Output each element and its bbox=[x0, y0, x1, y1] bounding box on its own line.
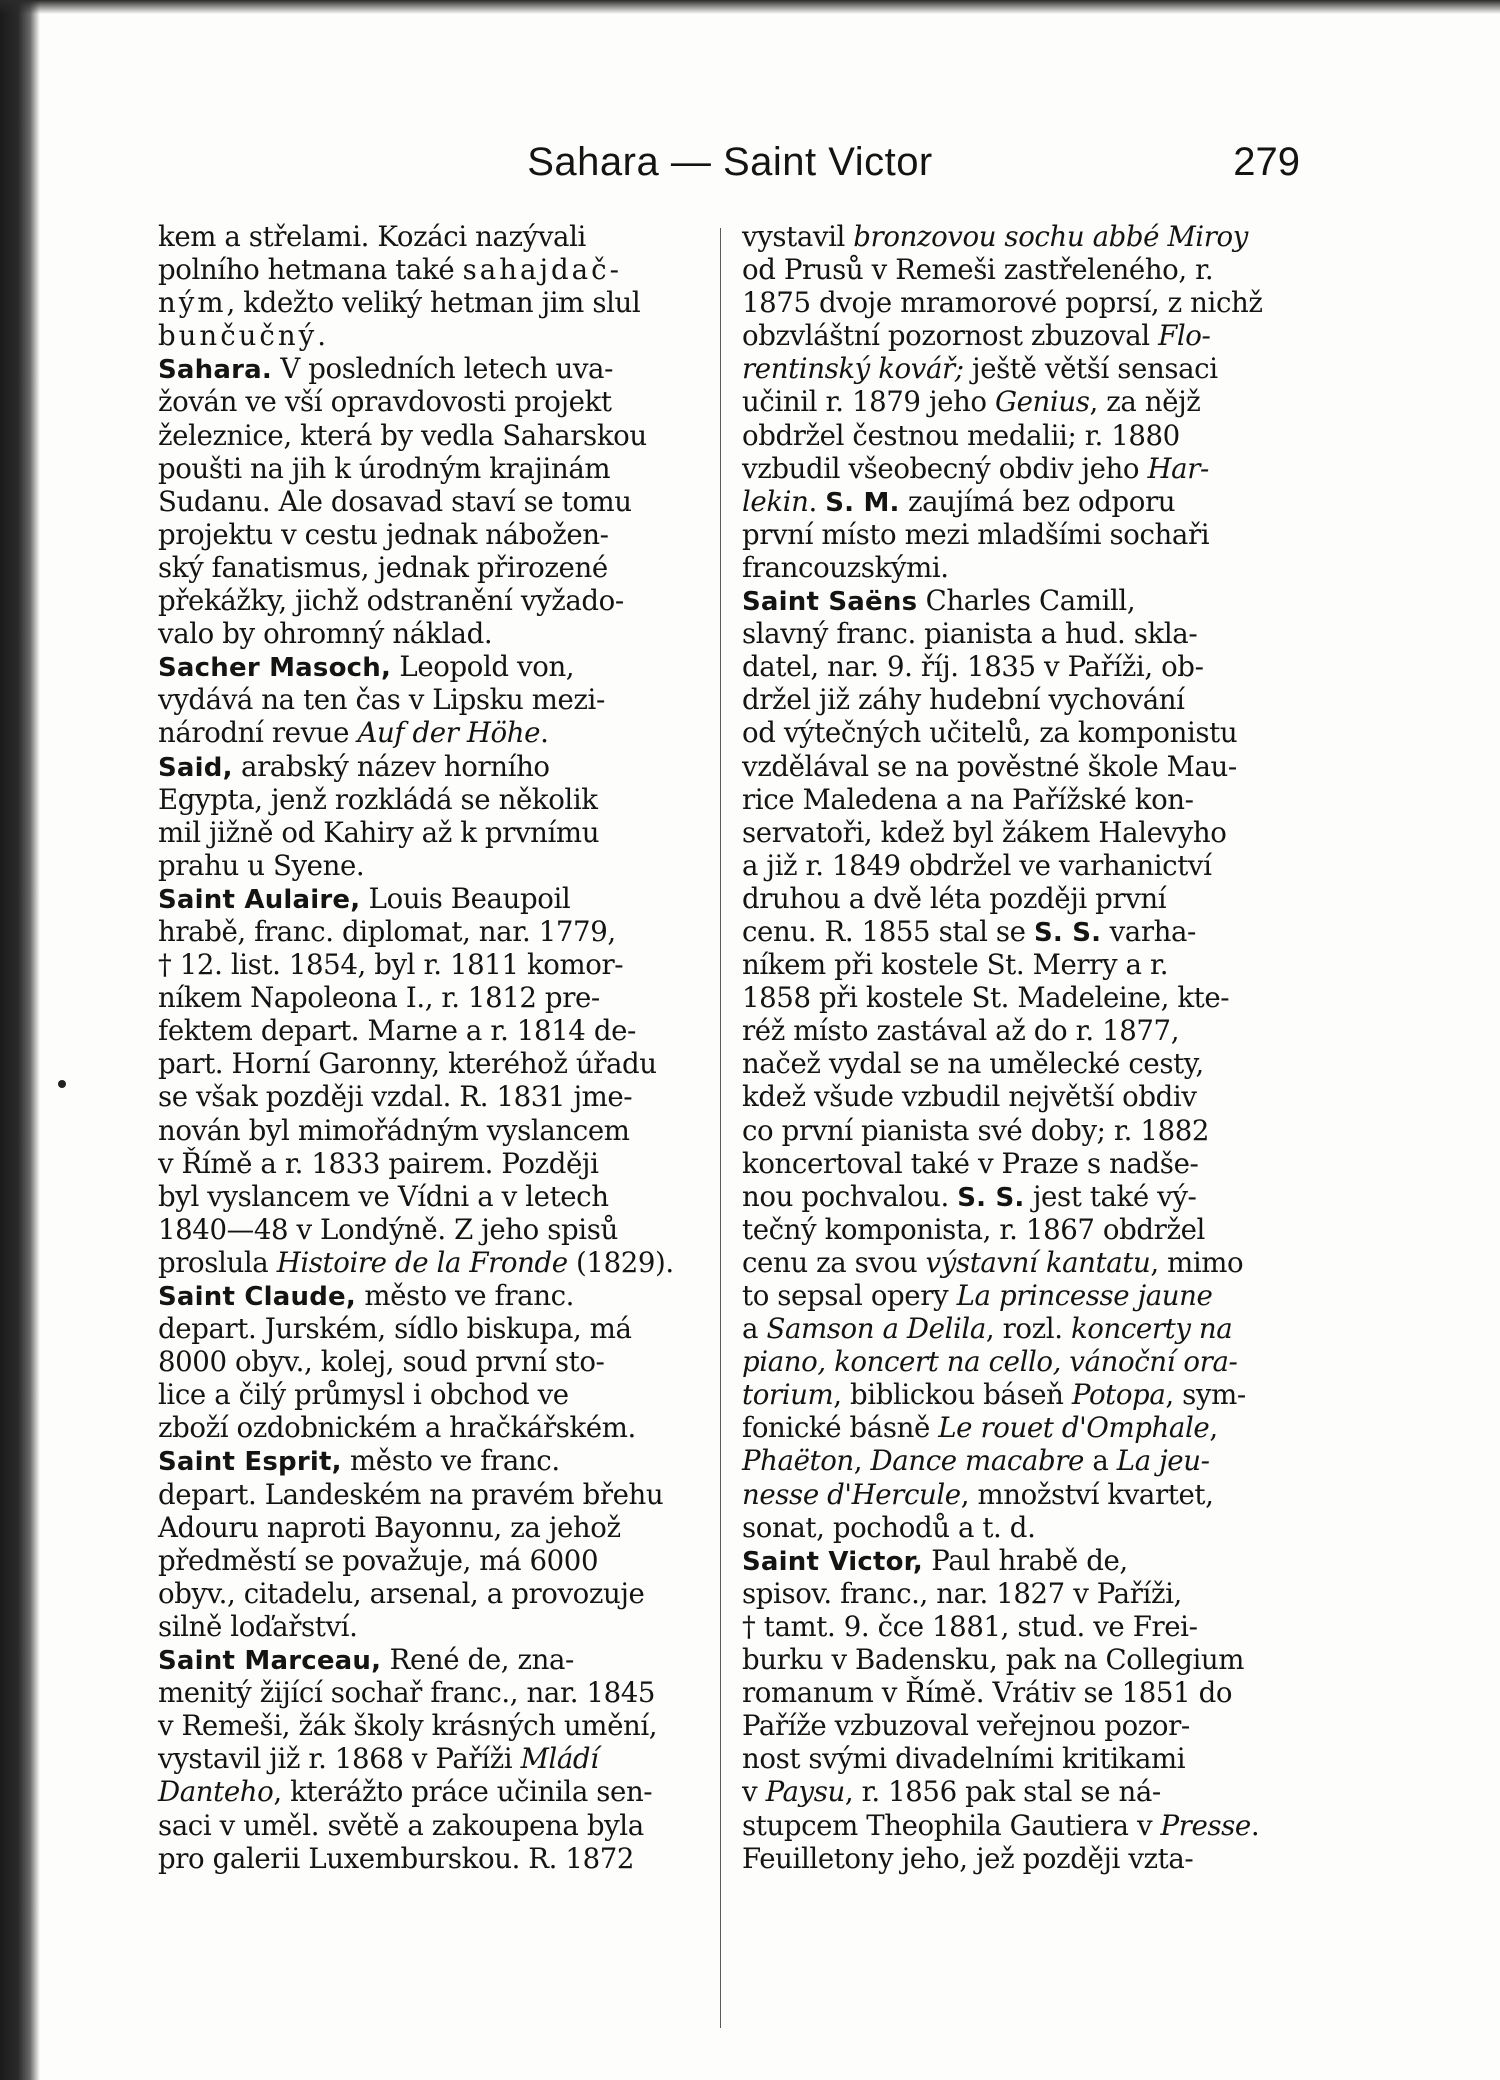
text-run: tečný komponista, r. 1867 obdržel bbox=[742, 1212, 1205, 1246]
entry-headword: Saint Saëns bbox=[742, 587, 918, 618]
text-run: překážky, jichž odstranění vyžado- bbox=[158, 584, 624, 618]
text-line bbox=[158, 319, 714, 352]
text-line bbox=[158, 783, 714, 816]
text-run: cenu za svou bbox=[742, 1245, 926, 1279]
text-line bbox=[742, 683, 1298, 716]
text-run: v Remeši, žák školy krásných umění, bbox=[158, 1709, 658, 1743]
text-line bbox=[158, 1610, 714, 1643]
text-line bbox=[742, 1511, 1298, 1544]
text-line bbox=[158, 915, 714, 948]
text-run: , množství kvartet, bbox=[960, 1477, 1214, 1511]
text-run: slavný franc. pianista a hud. skla- bbox=[742, 617, 1198, 651]
italic-title: Flo- bbox=[1158, 319, 1211, 353]
text-line bbox=[742, 1809, 1298, 1842]
text-run: 1840—48 v Londýně. Z jeho spisů bbox=[158, 1212, 618, 1246]
text-line bbox=[742, 1213, 1298, 1246]
text-run: , biblickou báseň bbox=[833, 1378, 1072, 1412]
text-line bbox=[158, 981, 714, 1014]
text-line bbox=[158, 352, 714, 385]
text-line bbox=[742, 1411, 1298, 1444]
text-run: to sepsal opery bbox=[742, 1279, 957, 1312]
text-line bbox=[742, 981, 1298, 1014]
text-line bbox=[742, 452, 1298, 485]
text-run: vzbudil všeobecný obdiv jeho bbox=[742, 451, 1148, 485]
italic-title: Danteho bbox=[158, 1775, 274, 1809]
text-line bbox=[742, 1842, 1298, 1875]
column-divider bbox=[720, 228, 721, 2028]
text-line bbox=[742, 617, 1298, 650]
text-line bbox=[742, 750, 1298, 783]
text-line bbox=[158, 1709, 714, 1742]
text-run: kem a střelami. Kozáci nazývali bbox=[158, 220, 586, 253]
italic-title: Histoire de la Fronde bbox=[276, 1245, 568, 1279]
text-run: sonat, pochodů a t. d. bbox=[742, 1510, 1036, 1544]
text-run: , mimo bbox=[1150, 1245, 1244, 1279]
text-line bbox=[742, 1444, 1298, 1477]
text-run: v bbox=[742, 1775, 766, 1809]
text-line bbox=[158, 849, 714, 882]
text-line bbox=[742, 584, 1298, 617]
text-line bbox=[158, 1444, 714, 1477]
entry-headword: Saint Victor, bbox=[742, 1546, 923, 1577]
text-line bbox=[158, 1345, 714, 1378]
text-run: obzvláštní pozornost zbuzoval bbox=[742, 319, 1159, 353]
text-line bbox=[158, 683, 714, 716]
page-edge-shadow bbox=[0, 0, 40, 2080]
text-line bbox=[742, 650, 1298, 683]
italic-title: koncerty na bbox=[1070, 1312, 1233, 1346]
text-run: a bbox=[742, 1312, 767, 1346]
italic-title: Phaëton bbox=[742, 1444, 854, 1478]
text-line bbox=[742, 1709, 1298, 1742]
text-line bbox=[742, 716, 1298, 749]
text-line bbox=[158, 750, 714, 783]
text-line bbox=[742, 220, 1298, 253]
text-line bbox=[742, 948, 1298, 981]
text-run: druhou a dvě léta později první bbox=[742, 881, 1167, 915]
italic-title: bronzovou sochu abbé Miroy bbox=[853, 220, 1248, 253]
margin-mark bbox=[58, 1080, 66, 1088]
text-line bbox=[158, 1478, 714, 1511]
text-run: Leopold von, bbox=[391, 650, 575, 684]
text-run: obdržel čestnou medalii; r. 1880 bbox=[742, 418, 1180, 452]
text-line bbox=[158, 452, 714, 485]
text-run: první místo mezi mladšími sochaři bbox=[742, 517, 1210, 551]
text-line bbox=[158, 1047, 714, 1080]
text-line bbox=[742, 1643, 1298, 1676]
page-number: 279 bbox=[1233, 140, 1300, 184]
text-run: pro galerii Luxemburskou. R. 1872 bbox=[158, 1841, 635, 1875]
text-line bbox=[742, 1544, 1298, 1577]
text-run: . bbox=[317, 319, 326, 353]
text-run: réž místo zastával až do r. 1877, bbox=[742, 1014, 1180, 1048]
text-run: (1829). bbox=[567, 1245, 674, 1279]
text-run: národní revue bbox=[158, 716, 358, 750]
text-run: 8000 obyv., kolej, soud první sto- bbox=[158, 1345, 605, 1379]
text-run: koncertoval také v Praze s nadše- bbox=[742, 1146, 1199, 1180]
text-line bbox=[158, 1312, 714, 1345]
italic-title: nesse d'Hercule bbox=[742, 1477, 961, 1511]
text-line bbox=[158, 617, 714, 650]
text-line bbox=[158, 1114, 714, 1147]
text-run: a již r. 1849 obdržel ve varhanictví bbox=[742, 848, 1212, 882]
text-run: part. Horní Garonny, kteréhož úřadu bbox=[158, 1047, 657, 1081]
text-run: Adouru naproti Bayonnu, za jehož bbox=[158, 1510, 621, 1544]
text-run: † tamt. 9. čce 1881, stud. ve Frei- bbox=[742, 1609, 1198, 1643]
entry-headword: Sacher Masoch, bbox=[158, 653, 392, 684]
text-run: 1858 při kostele St. Madeleine, kte- bbox=[742, 981, 1230, 1015]
text-line bbox=[158, 1742, 714, 1775]
italic-title: torium bbox=[742, 1378, 834, 1412]
text-line bbox=[742, 1775, 1298, 1808]
text-line bbox=[742, 286, 1298, 319]
text-line bbox=[158, 419, 714, 452]
text-line bbox=[158, 1842, 714, 1875]
text-line bbox=[742, 1610, 1298, 1643]
text-run: Charles Camill, bbox=[917, 584, 1136, 618]
text-run: město ve franc. bbox=[355, 1279, 574, 1312]
text-run: bunčučný bbox=[158, 319, 318, 353]
text-run: , kdežto veliký hetman jim slul bbox=[226, 286, 641, 320]
text-line bbox=[742, 915, 1298, 948]
text-run: . bbox=[1250, 1808, 1260, 1842]
text-run: nován byl mimořádným vyslancem bbox=[158, 1113, 630, 1147]
text-run: . bbox=[808, 484, 826, 518]
text-run: lice a čilý průmysl i obchod ve bbox=[158, 1378, 569, 1412]
text-line bbox=[158, 1676, 714, 1709]
text-line bbox=[158, 1378, 714, 1411]
text-run: předměstí se považuje, má 6000 bbox=[158, 1543, 599, 1577]
text-run: depart. Jurském, sídlo biskupa, má bbox=[158, 1312, 632, 1346]
text-run: vystavil bbox=[742, 220, 854, 253]
text-run: železnice, která by vedla Saharskou bbox=[158, 418, 647, 452]
text-line bbox=[742, 1014, 1298, 1047]
text-run: arabský název horního bbox=[232, 749, 550, 783]
text-run: Sudanu. Ale dosavad staví se tomu bbox=[158, 484, 632, 518]
text-run: cenu. R. 1855 stal se bbox=[742, 914, 1034, 948]
text-line bbox=[158, 716, 714, 749]
text-run: , rozl. bbox=[985, 1312, 1071, 1346]
text-run: město ve franc. bbox=[341, 1444, 560, 1478]
text-run: . bbox=[540, 716, 549, 750]
text-line bbox=[742, 518, 1298, 551]
text-line bbox=[742, 1180, 1298, 1213]
text-line bbox=[742, 783, 1298, 816]
text-line bbox=[158, 816, 714, 849]
text-run: silně loďařství. bbox=[158, 1609, 358, 1643]
text-run: a bbox=[1083, 1444, 1117, 1478]
text-run: Paříže vzbuzoval veřejnou pozor- bbox=[742, 1709, 1190, 1743]
text-line bbox=[158, 1511, 714, 1544]
italic-title: Samson a Delila bbox=[766, 1312, 986, 1346]
italic-title: piano, koncert na cello, vánoční ora- bbox=[742, 1345, 1238, 1379]
text-run: nost svými divadelními kritikami bbox=[742, 1742, 1186, 1776]
text-line bbox=[742, 849, 1298, 882]
text-line bbox=[158, 584, 714, 617]
text-run: jest také vý- bbox=[1024, 1179, 1197, 1213]
text-line bbox=[742, 816, 1298, 849]
entry-headword: Saint Esprit, bbox=[158, 1447, 342, 1478]
text-run: učinil r. 1879 jeho bbox=[742, 385, 995, 419]
text-line bbox=[158, 1544, 714, 1577]
italic-title: Genius bbox=[994, 385, 1090, 419]
running-header bbox=[160, 140, 1300, 190]
text-run: proslula bbox=[158, 1245, 277, 1279]
text-run: , r. 1856 pak stal se ná- bbox=[844, 1775, 1161, 1809]
text-line bbox=[158, 518, 714, 551]
italic-title: Paysu bbox=[765, 1775, 845, 1809]
text-run: vzdělával se na pověstné škole Mau- bbox=[742, 749, 1237, 783]
text-run: † 12. list. 1854, byl r. 1811 komor- bbox=[158, 948, 624, 982]
text-run: burku v Badensku, pak na Collegium bbox=[742, 1643, 1245, 1677]
left-column bbox=[158, 220, 714, 1875]
text-run: Egypta, jenž rozkládá se několik bbox=[158, 782, 598, 816]
text-run: Louis Beaupoil bbox=[360, 881, 571, 915]
text-line bbox=[742, 385, 1298, 418]
text-run: depart. Landeském na pravém břehu bbox=[158, 1477, 664, 1511]
text-run: menitý žijící sochař franc., nar. 1845 bbox=[158, 1676, 656, 1710]
text-line bbox=[158, 1246, 714, 1279]
text-line bbox=[742, 551, 1298, 584]
text-run: byl vyslancem ve Vídni a v letech bbox=[158, 1179, 609, 1213]
italic-title: rentinský kovář; bbox=[742, 352, 964, 386]
text-line bbox=[742, 1577, 1298, 1610]
text-line bbox=[158, 1809, 714, 1842]
text-run: René de, zna- bbox=[381, 1643, 574, 1677]
text-run: Feuilletony jeho, jež později vzta- bbox=[742, 1841, 1194, 1875]
text-line bbox=[158, 1180, 714, 1213]
text-line bbox=[742, 1114, 1298, 1147]
text-run: , sym- bbox=[1165, 1378, 1246, 1412]
text-line bbox=[742, 352, 1298, 385]
text-line bbox=[742, 485, 1298, 518]
text-run: vystavil již r. 1868 v Paříži bbox=[158, 1742, 521, 1776]
text-line bbox=[742, 419, 1298, 452]
text-line bbox=[742, 1742, 1298, 1775]
entry-headword: S. S. bbox=[957, 1182, 1025, 1213]
text-line bbox=[158, 1080, 714, 1113]
entry-headword: Saint Claude, bbox=[158, 1282, 356, 1312]
italic-title: Le rouet d'Omphale bbox=[938, 1411, 1210, 1445]
text-line bbox=[742, 1047, 1298, 1080]
text-run: ještě větší sensaci bbox=[963, 352, 1218, 386]
text-run: níkem Napoleona I., r. 1812 pre- bbox=[158, 981, 600, 1015]
text-line bbox=[158, 1014, 714, 1047]
text-run: saci v uměl. světě a zakoupena byla bbox=[158, 1808, 644, 1842]
text-line bbox=[742, 1378, 1298, 1411]
text-run: načež vydal se na umělecké cesty, bbox=[742, 1047, 1204, 1081]
text-run: servatoři, kdež byl žákem Halevyho bbox=[742, 815, 1227, 849]
text-line bbox=[158, 1213, 714, 1246]
italic-title: Dance macabre bbox=[870, 1444, 1084, 1478]
text-line bbox=[158, 1411, 714, 1444]
text-line bbox=[158, 1279, 714, 1312]
text-run: nou pochvalou. bbox=[742, 1179, 958, 1213]
text-run: , bbox=[853, 1444, 871, 1478]
italic-title: lekin bbox=[742, 484, 809, 518]
text-line bbox=[158, 1577, 714, 1610]
text-line bbox=[158, 948, 714, 981]
text-run: varha- bbox=[1101, 914, 1196, 948]
text-line bbox=[742, 319, 1298, 352]
text-run: romanum v Římě. Vrátiv se 1851 do bbox=[742, 1676, 1233, 1710]
text-run: datel, nar. 9. říj. 1835 v Paříži, ob- bbox=[742, 650, 1204, 684]
italic-title: La jeu- bbox=[1116, 1444, 1210, 1478]
text-line bbox=[742, 1312, 1298, 1345]
text-line bbox=[158, 650, 714, 683]
entry-headword: Saint Marceau, bbox=[158, 1646, 382, 1677]
text-run: stupcem Theophila Gautiera v bbox=[742, 1808, 1161, 1842]
right-column bbox=[742, 220, 1298, 1875]
text-run: fektem depart. Marne a r. 1814 de- bbox=[158, 1014, 636, 1048]
text-run: hrabě, franc. diplomat, nar. 1779, bbox=[158, 914, 616, 948]
text-line bbox=[158, 551, 714, 584]
text-run: rice Maledena a na Pařížské kon- bbox=[742, 782, 1194, 816]
text-run: sahajdač- bbox=[462, 253, 622, 287]
text-run: kdež všude vzbudil největší obdiv bbox=[742, 1080, 1197, 1114]
text-line bbox=[742, 1147, 1298, 1180]
text-run: polního hetmana také bbox=[158, 253, 463, 287]
text-run: prahu u Syene. bbox=[158, 848, 365, 882]
text-run: se však později vzdal. R. 1831 jme- bbox=[158, 1080, 633, 1114]
italic-title: Auf der Höhe bbox=[357, 716, 541, 750]
text-run: , kterážto práce učinila sen- bbox=[273, 1775, 653, 1809]
page-top-shadow bbox=[0, 0, 1500, 14]
italic-title: Mládí bbox=[520, 1742, 599, 1776]
text-run: spisov. franc., nar. 1827 v Paříži, bbox=[742, 1576, 1182, 1610]
entry-headword: Sahara. bbox=[158, 355, 272, 386]
text-run: co první pianista své doby; r. 1882 bbox=[742, 1113, 1210, 1147]
text-line bbox=[158, 1775, 714, 1808]
text-line bbox=[742, 1246, 1298, 1279]
text-line bbox=[158, 485, 714, 518]
text-run: valo by ohromný náklad. bbox=[158, 617, 493, 651]
text-line bbox=[742, 1080, 1298, 1113]
text-run: zboží ozdobnickém a hračkářském. bbox=[158, 1411, 636, 1445]
text-run: , za nějž bbox=[1089, 385, 1201, 419]
text-run: držel již záhy hudební vychování bbox=[742, 683, 1185, 717]
text-line bbox=[158, 1147, 714, 1180]
text-run: vydává na ten čas v Lipsku mezi- bbox=[158, 683, 605, 717]
text-run: poušti na jih k úrodným krajinám bbox=[158, 451, 611, 485]
text-line bbox=[742, 1676, 1298, 1709]
text-run: v Římě a r. 1833 pairem. Později bbox=[158, 1146, 599, 1180]
italic-title: La princesse jaune bbox=[956, 1279, 1213, 1312]
text-run: francouzskými. bbox=[742, 550, 949, 584]
entry-headword: Said, bbox=[158, 752, 233, 783]
italic-title: výstavní kantatu bbox=[925, 1245, 1151, 1279]
italic-title: Har- bbox=[1147, 451, 1209, 485]
text-run: fonické básně bbox=[742, 1411, 939, 1445]
text-line bbox=[158, 286, 714, 319]
text-run: 1875 dvoje mramorové poprsí, z nichž bbox=[742, 286, 1263, 320]
text-run: ným bbox=[158, 286, 227, 320]
text-line bbox=[742, 882, 1298, 915]
text-run: V posledních letech uva- bbox=[271, 352, 614, 386]
entry-headword: S. S. bbox=[1033, 917, 1102, 948]
text-line bbox=[158, 882, 714, 915]
entry-headword: S. M. bbox=[825, 487, 900, 518]
text-run: níkem při kostele St. Merry a r. bbox=[742, 948, 1169, 982]
italic-title: Presse bbox=[1160, 1808, 1251, 1842]
text-run: mil jižně od Kahiry až k prvnímu bbox=[158, 815, 600, 849]
text-line bbox=[158, 253, 714, 286]
italic-title: Potopa bbox=[1071, 1378, 1166, 1412]
text-run: od Prusů v Remeši zastřeleného, r. bbox=[742, 253, 1214, 287]
text-line bbox=[742, 1279, 1298, 1312]
text-run: , bbox=[1209, 1411, 1218, 1445]
text-line bbox=[742, 1345, 1298, 1378]
text-line bbox=[742, 253, 1298, 286]
text-run: žován ve vší opravdovosti projekt bbox=[158, 385, 612, 419]
text-run: zaujímá bez odporu bbox=[899, 484, 1176, 518]
running-title: Sahara — Saint Victor bbox=[527, 140, 933, 184]
text-line bbox=[158, 220, 714, 253]
text-run: od výtečných učitelů, za komponistu bbox=[742, 716, 1238, 750]
text-run: ský fanatismus, jednak přirozené bbox=[158, 550, 608, 584]
text-run: obyv., citadelu, arsenal, a provozuje bbox=[158, 1576, 645, 1610]
entry-headword: Saint Aulaire, bbox=[158, 884, 361, 915]
text-line bbox=[158, 385, 714, 418]
text-line bbox=[742, 1478, 1298, 1511]
text-run: Paul hrabě de, bbox=[922, 1543, 1128, 1577]
text-run: projektu v cestu jednak nábožen- bbox=[158, 517, 609, 551]
text-line bbox=[158, 1643, 714, 1676]
